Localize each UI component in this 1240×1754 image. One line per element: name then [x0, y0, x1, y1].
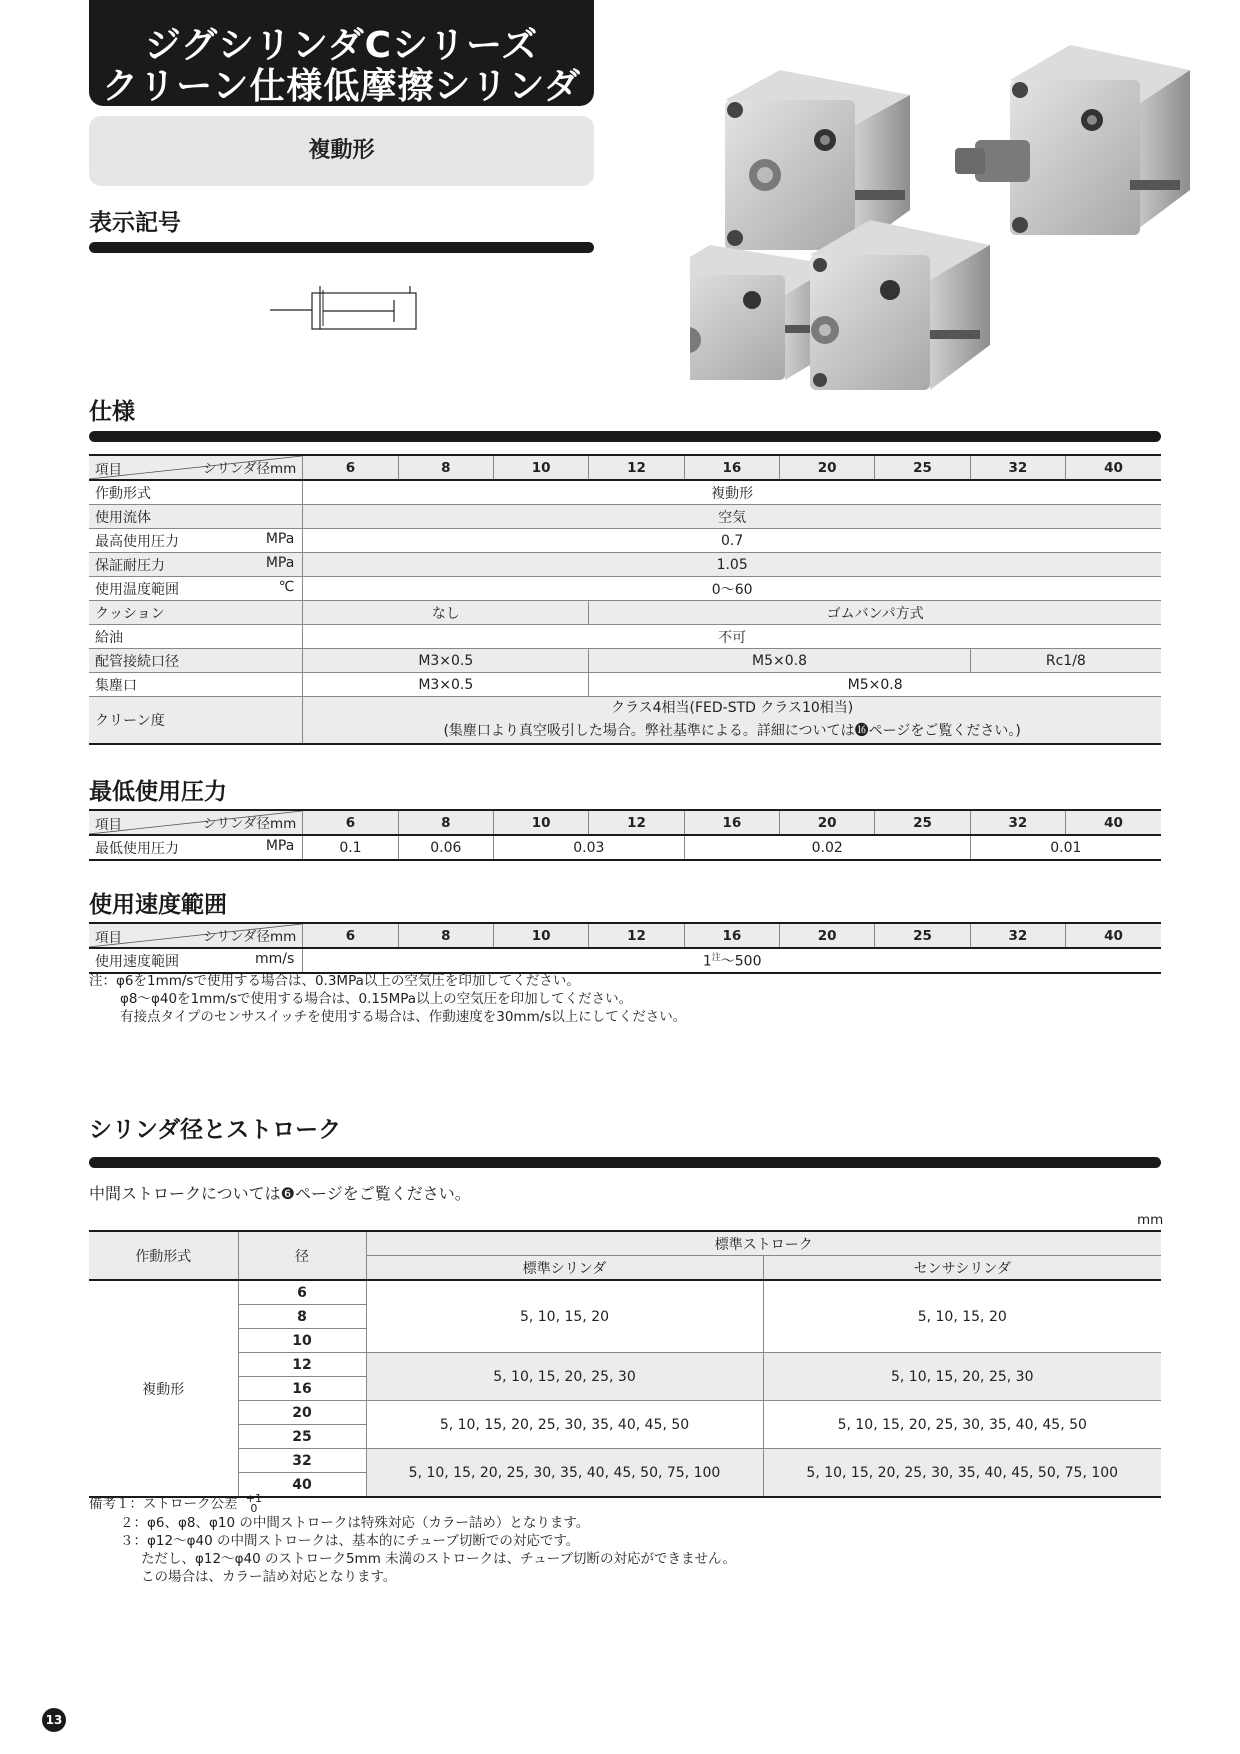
type-cell: 複動形 [89, 1280, 238, 1497]
row-label: 給油 [89, 625, 303, 649]
speed-note-1: 注：φ6を1mm/sで使用する場合は、0.3MPa以上の空気圧を印加してください。 [89, 973, 580, 989]
sensor-stroke-g4: 5, 10, 15, 20, 25, 30, 35, 40, 45, 50, 75, 100 [763, 1449, 1161, 1498]
table-row [89, 505, 1161, 529]
bore-20: 20 [780, 455, 875, 480]
bore-40: 40 [1066, 455, 1161, 480]
bore-25: 25 [875, 455, 970, 480]
row-label [89, 505, 303, 529]
bore-12: 12 [589, 810, 684, 835]
stroke-header-row-1 [89, 1231, 1161, 1256]
corner-item-label: 項目 [95, 462, 122, 478]
tolerance-upper: +1 [245, 1492, 263, 1505]
table-row [89, 625, 1161, 649]
speed-min: 1 [702, 953, 712, 970]
row-label [89, 529, 303, 553]
unit-text: MPa [265, 530, 295, 547]
speed-note-mark: 注 [711, 953, 721, 964]
row-value: 不可 [303, 625, 1161, 649]
bore-16: 16 [684, 455, 779, 480]
row-label [89, 835, 303, 860]
corner-cell [89, 923, 303, 948]
clean-line-2: (集塵口より真空吸引した場合。弊社基準による。詳細については⓰ページをご覧ください。) [443, 723, 1021, 739]
label-text: 使用温度範囲 [95, 581, 179, 598]
stroke-table [89, 1230, 1161, 1498]
bore-6: 6 [303, 923, 398, 948]
section-divider [89, 242, 594, 253]
bore-8: 8 [398, 923, 493, 948]
table-row [89, 601, 1161, 625]
clean-value [303, 697, 1161, 745]
header-std-stroke: 標準ストローク [366, 1231, 1161, 1256]
dust-small: M3×0.5 [303, 673, 589, 697]
speed-table [89, 922, 1161, 974]
spec-header-row [89, 455, 1161, 480]
title-block [89, 0, 594, 106]
std-stroke-g3: 5, 10, 15, 20, 25, 30, 35, 40, 45, 50 [366, 1401, 763, 1449]
table-row [89, 529, 1161, 553]
sensor-stroke-g2: 5, 10, 15, 20, 25, 30 [763, 1353, 1161, 1401]
bore-32: 32 [970, 455, 1065, 480]
cylinder-photo-4 [810, 220, 990, 390]
section-spec-heading: 仕様 [89, 399, 135, 425]
table-row [89, 673, 1161, 697]
corner-cell [89, 455, 303, 480]
bore-10: 10 [493, 455, 588, 480]
corner-item-label: 項目 [95, 930, 122, 946]
section-min-pressure-heading: 最低使用圧力 [89, 779, 227, 805]
cylinder-symbol-icon [265, 278, 425, 334]
remark-2: ２：φ6、φ8、φ10 の中間ストロークは特殊対応（カラー詰め）となります。 [120, 1515, 590, 1531]
product-photos [690, 40, 1240, 400]
bore-16: 16 [238, 1377, 366, 1401]
row-value: 複動形 [303, 480, 1161, 505]
bore-10: 10 [493, 810, 588, 835]
min-pressure-10-12: 0.03 [493, 835, 684, 860]
corner-bore-label: シリンダ径mm [203, 461, 297, 477]
tolerance [246, 1494, 262, 1514]
label-text: 作動形式 [95, 485, 151, 502]
sensor-stroke-g1: 5, 10, 15, 20 [763, 1280, 1161, 1353]
bore-25: 25 [875, 923, 970, 948]
row-value: 0.7 [303, 529, 1161, 553]
stroke-unit: mm [1137, 1212, 1164, 1228]
remark-4: ただし、φ12〜φ40 のストローク5mm 未満のストロークは、チューブ切断の対応ができません。 [141, 1551, 736, 1567]
speed-notes [89, 972, 1161, 1026]
remark-3: ３：φ12〜φ40 の中間ストロークは、基本的にチューブ切断での対応です。 [120, 1533, 580, 1549]
section-speed-heading: 使用速度範囲 [89, 892, 227, 918]
cushion-rubber: ゴムバンパ方式 [589, 601, 1161, 625]
min-pressure-32-40: 0.01 [970, 835, 1161, 860]
bore-20: 20 [780, 810, 875, 835]
row-value: 空気 [303, 505, 1161, 529]
label-text: 最高使用圧力 [95, 533, 179, 550]
bore-8: 8 [398, 455, 493, 480]
row-label [89, 948, 303, 973]
title-line-2: クリーン仕様低摩擦シリンダ [102, 66, 581, 107]
table-row [89, 1353, 1161, 1377]
bore-40: 40 [1066, 923, 1161, 948]
bore-6: 6 [303, 810, 398, 835]
row-value: 0〜60 [303, 577, 1161, 601]
std-stroke-g1: 5, 10, 15, 20 [366, 1280, 763, 1353]
bore-40: 40 [1066, 810, 1161, 835]
corner-bore-label: シリンダ径mm [203, 929, 297, 945]
header-sensor-cylinder: センサシリンダ [763, 1256, 1161, 1281]
min-pressure-16-25: 0.02 [684, 835, 970, 860]
table-row [89, 480, 1161, 505]
bore-20: 20 [780, 923, 875, 948]
unit-text: MPa [265, 554, 295, 571]
sensor-stroke-g3: 5, 10, 15, 20, 25, 30, 35, 40, 45, 50 [763, 1401, 1161, 1449]
speed-value [303, 948, 1161, 973]
speed-max: 〜500 [720, 953, 762, 970]
label-text: 使用速度範囲 [95, 953, 179, 970]
bore-32: 32 [970, 810, 1065, 835]
bore-32: 32 [238, 1449, 366, 1473]
cylinder-photo-2 [955, 45, 1190, 235]
subtitle: 複動形 [89, 116, 594, 186]
corner-bore-label: シリンダ径mm [203, 816, 297, 832]
header-bore: 径 [238, 1231, 366, 1280]
row-label [89, 577, 303, 601]
min-pressure-6: 0.1 [303, 835, 398, 860]
row-label: クリーン度 [89, 697, 303, 745]
table-row [89, 553, 1161, 577]
row-value: 1.05 [303, 553, 1161, 577]
bore-12: 12 [589, 455, 684, 480]
bore-20: 20 [238, 1401, 366, 1425]
section-divider [89, 431, 1161, 442]
bore-6: 6 [303, 455, 398, 480]
label-text: 最低使用圧力 [95, 840, 179, 857]
row-label: 集塵口 [89, 673, 303, 697]
bore-16: 16 [684, 810, 779, 835]
speed-note-3: 有接点タイプのセンサスイッチを使用する場合は、作動速度を30mm/s以上にしてください。 [120, 1009, 687, 1025]
table-row [89, 1449, 1161, 1473]
corner-cell [89, 810, 303, 835]
min-pressure-table [89, 809, 1161, 861]
bore-10: 10 [238, 1329, 366, 1353]
table-row [89, 835, 1161, 860]
port-small: M3×0.5 [303, 649, 589, 673]
table-row [89, 1401, 1161, 1425]
label-text: 使用流体 [95, 509, 151, 526]
spec-table [89, 454, 1161, 745]
row-label: 配管接続口径 [89, 649, 303, 673]
bore-16: 16 [684, 923, 779, 948]
unit-text: ℃ [278, 578, 295, 595]
remark-1 [89, 1494, 1161, 1514]
table-row [89, 948, 1161, 973]
remark-1-text: 備考１：ストローク公差 [89, 1496, 238, 1512]
header-type: 作動形式 [89, 1231, 238, 1280]
title-line-1: ジグシリンダCシリーズ [144, 25, 539, 66]
remarks [89, 1494, 1161, 1586]
corner-item-label: 項目 [95, 817, 122, 833]
bore-25: 25 [875, 810, 970, 835]
row-label [89, 553, 303, 577]
bore-8: 8 [398, 810, 493, 835]
remark-5: この場合は、カラー詰め対応となります。 [141, 1569, 397, 1585]
bore-6: 6 [238, 1280, 366, 1305]
table-row [89, 697, 1161, 745]
tolerance-lower: 0 [250, 1502, 258, 1515]
dust-large: M5×0.8 [589, 673, 1161, 697]
port-large: Rc1/8 [970, 649, 1161, 673]
speed-note-2: φ8〜φ40を1mm/sで使用する場合は、0.15MPa以上の空気圧を印加してください。 [120, 991, 633, 1007]
port-mid: M5×0.8 [589, 649, 970, 673]
bore-12: 12 [589, 923, 684, 948]
page-number: 13 [42, 1708, 66, 1732]
section-bore-stroke-heading: シリンダ径とストローク [89, 1117, 342, 1143]
min-pressure-8: 0.06 [398, 835, 493, 860]
row-label [89, 480, 303, 505]
bore-12: 12 [238, 1353, 366, 1377]
table-row [89, 577, 1161, 601]
header-std-cylinder: 標準シリンダ [366, 1256, 763, 1281]
min-pressure-header-row [89, 810, 1161, 835]
stroke-intro: 中間ストロークについては❻ページをご覧ください。 [89, 1184, 471, 1203]
std-stroke-g2: 5, 10, 15, 20, 25, 30 [366, 1353, 763, 1401]
bore-10: 10 [493, 923, 588, 948]
bore-40: 40 [238, 1473, 366, 1498]
unit-text: MPa [265, 837, 295, 854]
clean-line-1: クラス4相当(FED-STD クラス10相当) [611, 700, 854, 716]
speed-header-row [89, 923, 1161, 948]
cushion-none: なし [303, 601, 589, 625]
section-symbol-heading: 表示記号 [89, 210, 181, 236]
bore-8: 8 [238, 1305, 366, 1329]
row-label: クッション [89, 601, 303, 625]
section-divider [89, 1157, 1161, 1168]
bore-32: 32 [970, 923, 1065, 948]
bore-25: 25 [238, 1425, 366, 1449]
std-stroke-g4: 5, 10, 15, 20, 25, 30, 35, 40, 45, 50, 75, 100 [366, 1449, 763, 1498]
unit-text: mm/s [255, 950, 295, 967]
label-text: 保証耐圧力 [95, 557, 165, 574]
table-row [89, 649, 1161, 673]
table-row [89, 1280, 1161, 1305]
